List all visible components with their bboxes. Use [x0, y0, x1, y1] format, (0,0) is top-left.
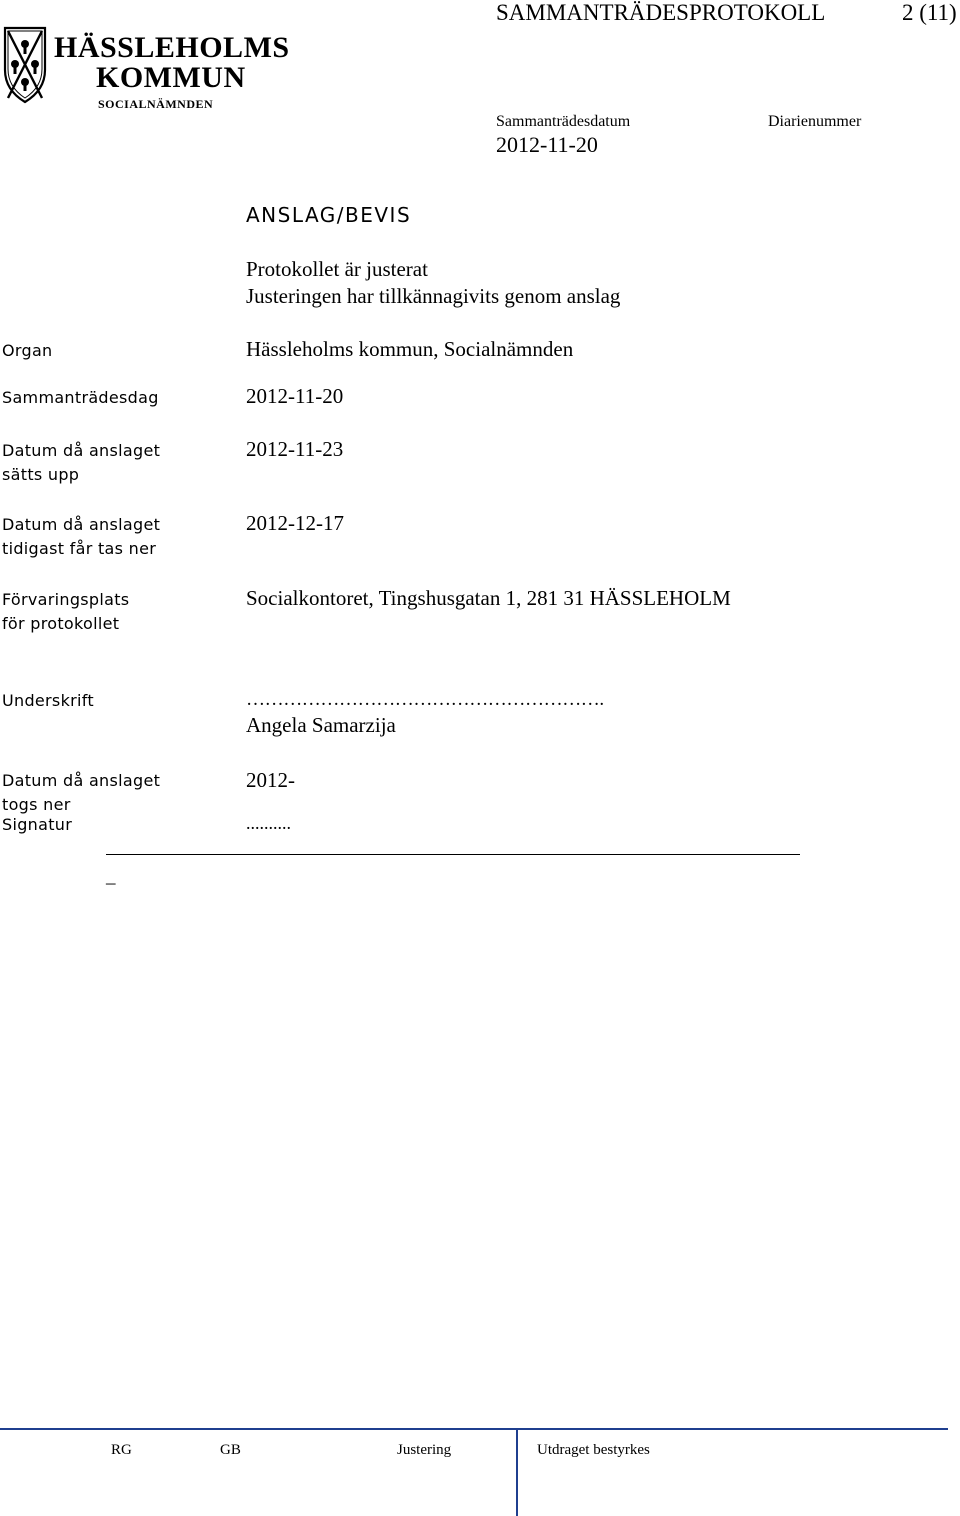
logo-name-line2: KOMMUN [96, 61, 246, 94]
storage-label-line-2: för protokollet [2, 614, 120, 633]
intro-line-1: Protokollet är justerat [246, 257, 428, 281]
earliest-removal-label-line-2: tidigast får tas ner [2, 539, 157, 558]
footer-initials-1: RG [111, 1442, 132, 1458]
earliest-removal-label-line-1: Datum då anslaget [2, 515, 161, 534]
meeting-date-label: Sammanträdesdatum [496, 113, 631, 130]
signature-dotted-line: …………………………………………………. [246, 689, 604, 710]
removed-value: 2012- [246, 768, 295, 792]
posted-value: 2012-11-23 [246, 437, 344, 461]
diary-number-label: Diarienummer [768, 113, 862, 130]
signature-label: Underskrift [2, 691, 94, 710]
logo-department: SOCIALNÄMNDEN [98, 97, 214, 111]
footer-initials-2: GB [220, 1442, 241, 1458]
separator-line [106, 854, 800, 855]
meeting-day-label: Sammanträdesdag [2, 388, 159, 407]
posted-label-line-1: Datum då anslaget [2, 441, 161, 460]
page-title: ANSLAG/BEVIS [246, 203, 412, 227]
storage-label-line-1: Förvaringsplats [2, 590, 130, 609]
meeting-date-value: 2012-11-20 [496, 132, 598, 157]
storage-value: Socialkontoret, Tingshusgatan 1, 281 31 HÄSSLEHOLM [246, 586, 731, 610]
removed-label-line-2: togs ner [2, 795, 71, 814]
earliest-removal-value: 2012-12-17 [246, 511, 344, 535]
logo-name-line1: HÄSSLEHOLMS [54, 31, 290, 64]
municipal-coat-of-arms-icon [2, 24, 48, 104]
footer-certified-label: Utdraget bestyrkes [537, 1442, 650, 1458]
organ-value: Hässleholms kommun, Socialnämnden [246, 337, 574, 361]
municipality-logo [2, 24, 290, 114]
removed-label-line-1: Datum då anslaget [2, 771, 161, 790]
page-number: 2 (11) [902, 0, 957, 25]
footer-justering-label: Justering [397, 1442, 452, 1458]
signatur-label: Signatur [2, 815, 73, 834]
signatory-name: Angela Samarzija [246, 713, 396, 737]
footer-divider [516, 1428, 518, 1516]
signatur-value: .......... [246, 813, 291, 833]
footer-rule [0, 1428, 948, 1430]
organ-label: Organ [2, 341, 53, 360]
intro-line-2: Justeringen har tillkännagivits genom anslag [246, 284, 621, 308]
separator-underscore: _ [106, 866, 116, 887]
posted-label-line-2: sätts upp [2, 465, 80, 484]
meeting-day-value: 2012-11-20 [246, 384, 344, 408]
document-type: SAMMANTRÄDESPROTOKOLL [496, 0, 826, 25]
